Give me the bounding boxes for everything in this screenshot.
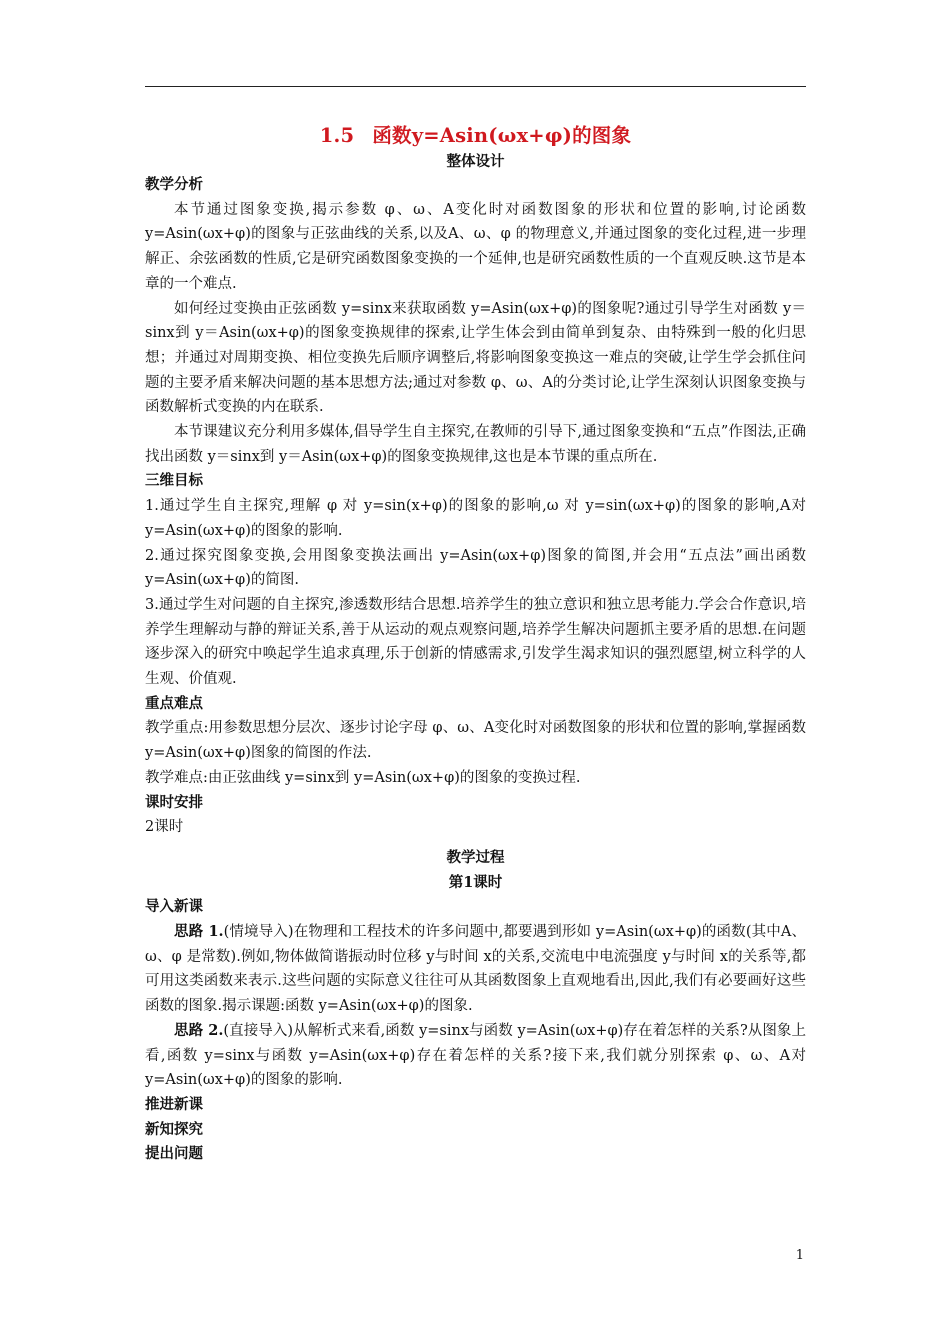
idea-1-text: (情境导入)在物理和工程技术的许多问题中,都要遇到形如 y=Asin(ωx+φ)的函数(其中A、ω、φ 是常数).例如,物体做简谐振动时位移 y与时间 x的关系,交流电中电流强度 y与时间 x的关系等,都可用这类函数来表示.这些问题的实际意义往往可从其函数图象上直观地看出,因此,我们有必要画好这些函数的图象.揭示课题:函数 y=Asin(ωx+φ)的图象. — [145, 924, 806, 1015]
goal-item-1: 1.通过学生自主探究,理解 φ 对 y=sin(x+φ)的图象的影响,ω 对 y=sin(ωx+φ)的图象的影响,A对 y=Asin(ωx+φ)的图象的影响. — [145, 498, 806, 539]
page-number: 1 — [795, 1248, 804, 1263]
document-title — [145, 121, 806, 151]
goal-item-3: 3.通过学生对问题的自主探究,渗透数形结合思想.培养学生的独立意识和独立思考能力.学会合作意识,培养学生理解动与静的辩证关系,善于从运动的观点观察问题,培养学生解决问题抓主要矛盾的思想.在问题逐步深入的研究中唤起学生追求真理,乐于创新的情感需求,引发学生渴求知识的强烈愿望,树立科学的人生观、价值观. — [145, 596, 806, 688]
lesson-heading: 第1课时 — [448, 873, 503, 891]
idea-2-text: (直接导入)从解析式来看,函数 y=sinx与函数 y=Asin(ωx+φ)存在着怎样的关系?从图象上看,函数 y=sinx与函数 y=Asin(ωx+φ)存在着怎样的关系?接下来,我们就分别探索 φ、ω、A对 y=Asin(ωx+φ)的图象的影响. — [145, 1022, 806, 1089]
section-heading-goals: 三维目标 — [145, 472, 203, 490]
title-number: 1.5 — [319, 124, 355, 147]
section-heading-key-points: 重点难点 — [145, 694, 203, 712]
idea-2-label: 思路 2. — [174, 1021, 224, 1039]
section-heading-explore: 新知探究 — [145, 1120, 203, 1138]
document-body — [145, 121, 806, 1167]
section-heading-schedule: 课时安排 — [145, 793, 203, 811]
analysis-paragraph-3: 本节课建议充分利用多媒体,倡导学生自主探究,在教师的引导下,通过图象变换和“五点”作图法,正确找出函数 y＝sinx到 y＝Asin(ωx+φ)的图象变换规律,这也是本节课的重点所在. — [145, 424, 806, 465]
section-heading-questions: 提出问题 — [145, 1145, 203, 1163]
schedule-text: 2课时 — [145, 819, 184, 836]
idea-1-paragraph — [145, 920, 806, 1019]
header-rule — [145, 86, 806, 87]
section-heading-analysis: 教学分析 — [145, 176, 203, 193]
subtitle: 整体设计 — [446, 153, 505, 170]
analysis-paragraph-2: 如何经过变换由正弦函数 y=sinx来获取函数 y=Asin(ωx+φ)的图象呢?通过引导学生对函数 y＝sinx到 y＝Asin(ωx+φ)的图象变换规律的探索,让学生体会到由简单到复杂、由特殊到一般的化归思想；并通过对周期变换、相位变换先后顺序调整后,将影响图象变换这一难点的突破,让学生学会抓住问题的主要矛盾来解决问题的基本思想方法;通过对参数 φ、ω、A的分类讨论,让学生深刻认识图象变换与函数解析式变换的内在联系. — [145, 300, 806, 416]
idea-1-label: 思路 1. — [174, 923, 224, 941]
key-point-difficulty: 教学难点:由正弦曲线 y=sinx到 y=Asin(ωx+φ)的图象的变换过程. — [145, 769, 581, 786]
section-heading-intro: 导入新课 — [145, 898, 203, 916]
process-heading: 教学过程 — [446, 848, 505, 866]
idea-2-paragraph — [145, 1019, 806, 1093]
key-point-focus: 教学重点:用参数思想分层次、逐步讨论字母 φ、ω、A变化时对函数图象的形状和位置的影响,掌握函数 y=Asin(ωx+φ)图象的简图的作法. — [145, 720, 806, 762]
section-heading-advance: 推进新课 — [145, 1095, 203, 1113]
goal-item-2: 2.通过探究图象变换,会用图象变换法画出 y=Asin(ωx+φ)图象的简图,并会用“五点法”画出函数 y=Asin(ωx+φ)的简图. — [145, 547, 806, 589]
analysis-paragraph-1: 本节通过图象变换,揭示参数 φ、ω、A变化时对函数图象的形状和位置的影响,讨论函数y=Asin(ωx+φ)的图象与正弦曲线的关系,以及A、ω、φ 的物理意义,并通过图象的变化过程,进一步理解正、余弦函数的性质,它是研究函数图象变换的一个延伸,也是研究函数性质的一个直观反映.这节是本章的一个难点. — [145, 201, 806, 292]
title-text: 函数y=Asin(ωx+φ)的图象 — [372, 124, 632, 147]
